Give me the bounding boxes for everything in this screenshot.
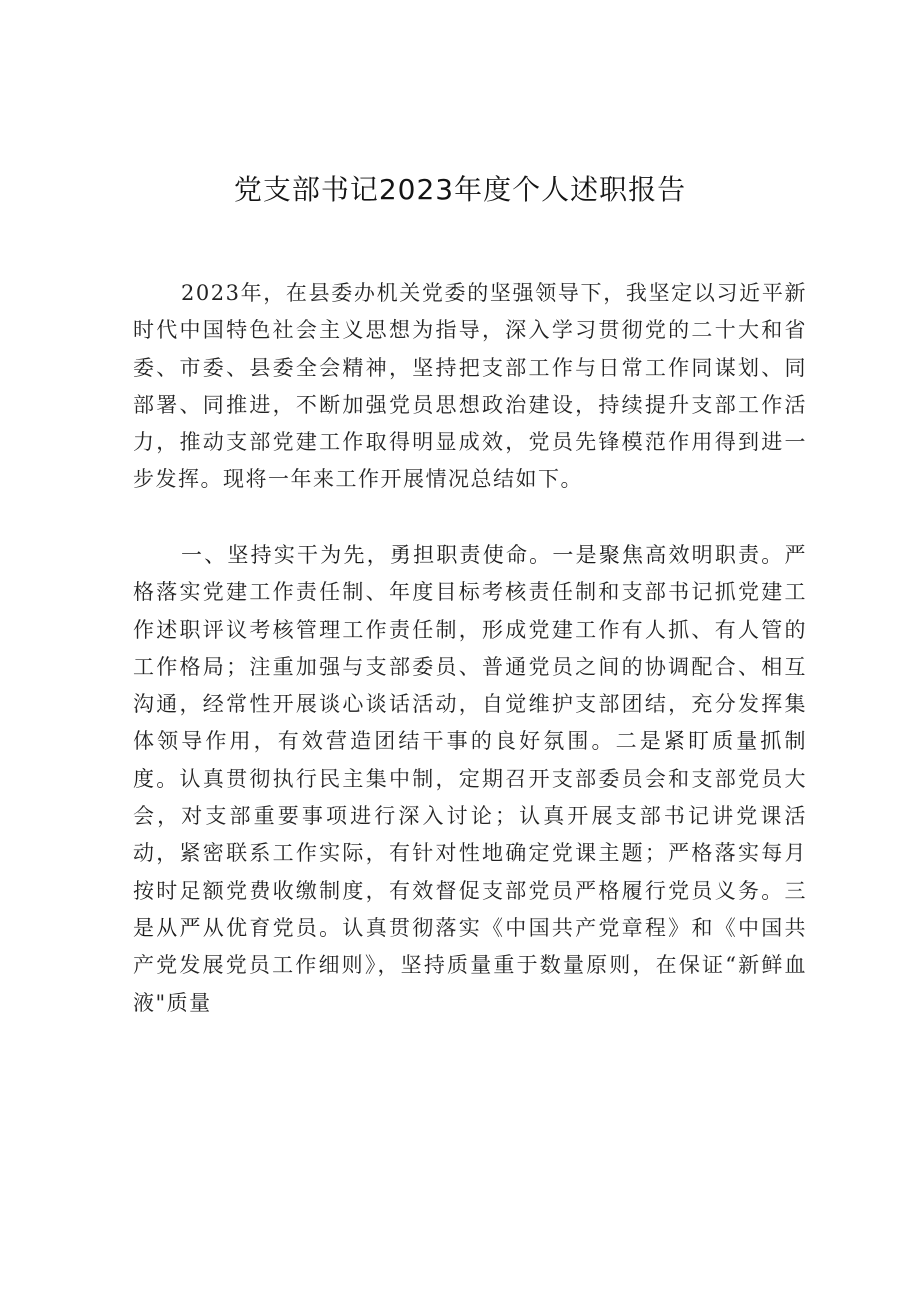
- intro-paragraph-block: [133, 275, 807, 499]
- point-2-label: 二是紧盯质量抓制度。: [133, 729, 808, 791]
- point-3-label: 三是从严从优育党员。: [133, 878, 807, 940]
- section-1-block: [133, 537, 807, 1022]
- intro-paragraph: 2023年，在县委办机关党委的坚强领导下，我坚定以习近平新时代中国特色社会主义思想为指导，深入学习贯彻党的二十大和省委、市委、县委全会精神，坚持把支部工作与日常工作同谋划、同部署、同推进，不断加强党员思想政治建设，持续提升支部工作活力，推动支部党建工作取得明显成效，党员先锋模范作用得到进一步发挥。现将一年来工作开展情况总结如下。: [133, 281, 807, 492]
- point-2-text: 认真贯彻执行民主集中制，定期召开支部委员会和支部党员大会，对支部重要事项进行深入讨论；认真开展支部书记讲党课活动，紧密联系工作实际，有针对性地确定党课主题；严格落实每月按时足额党费收缴制度，有效督促支部党员严格履行党员义务。: [133, 766, 808, 903]
- section-1-heading: 一、坚持实干为先，勇担职责使命。: [181, 543, 553, 567]
- section-1-paragraph: [133, 537, 807, 1022]
- point-1-label: 一是聚焦高效明职责。: [552, 543, 785, 567]
- point-1-text: 严格落实党建工作责任制、年度目标考核责任制和支部书记抓党建工作述职评议考核管理工作责任制，形成党建工作有人抓、有人管的工作格局；注重加强与支部委员、普通党员之间的协调配合、相互沟通，经常性开展谈心谈话活动，自觉维护支部团结，充分发挥集体领导作用，有效营造团结干事的良好氛围。: [133, 543, 808, 754]
- document-title: 党支部书记2023年度个人述职报告: [233, 173, 687, 206]
- point-3-text: 认真贯彻落实《中国共产党章程》和《中国共产党发展党员工作细则》，坚持质量重于数量原则，在保证“新鲜血液"质量: [133, 915, 808, 1015]
